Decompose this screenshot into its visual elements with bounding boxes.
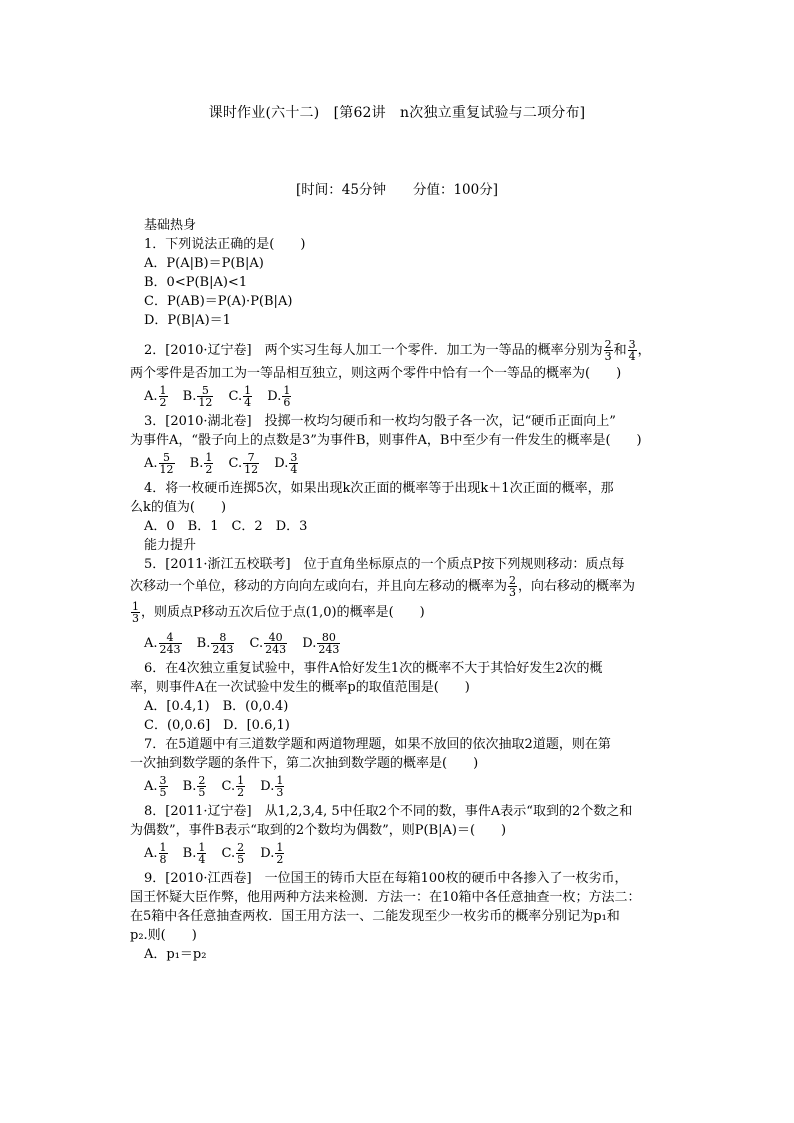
question-6 [130, 659, 684, 735]
option-c: C. $\frac{1}{4}$ [228, 384, 252, 409]
option-d: D. $\frac{80}{243}$ [302, 631, 340, 656]
option-a: A. $\frac{4}{243}$ [144, 631, 181, 656]
option-b: B．0<P(B|A)<1 [144, 275, 248, 290]
option-a: A．P(A|B)＝P(B|A) [144, 256, 264, 271]
question-7 [130, 735, 684, 799]
option-c: C. $\frac{1}{2}$ [221, 774, 245, 799]
question-stem-cont: 国王怀疑大臣作弊，他用两种方法来检测．方法一：在10箱中各任意抽查一枚；方法二： [130, 890, 641, 905]
option-a: A．p₁＝p₂ [144, 947, 207, 962]
question-2 [130, 338, 684, 409]
question-stem: 2．[2010·辽宁卷] 两个实习生每人加工一个零件．加工为一等品的概率分别为 $\frac{2}{3}$ 和 $\frac{3}{4}$ ， [144, 338, 651, 363]
option-b: B. $\frac{2}{5}$ [182, 774, 206, 799]
options [144, 632, 684, 655]
question-stem: 8．[2011·辽宁卷] 从1,2,3,4, 5中任取2个不同的数，事件A表示“取到的2个数之和 [144, 804, 633, 819]
question-stem: 3．[2010·湖北卷] 投掷一枚均匀硬币和一枚均匀骰子各一次，记“硬币正面向上” [144, 414, 616, 429]
question-5 [130, 555, 684, 656]
question-list [130, 216, 684, 964]
option-c: C. $\frac{7}{12}$ [228, 451, 259, 476]
question-stem-cont: 次移动一个单位，移动的方向向左或向右，并且向左移动的概率为 $\frac{2}{3}$ ，向右移动的概率为 [130, 574, 636, 599]
question-stem-cont: 在5箱中各任意抽查两枚．国王用方法一、二能发现至少一枚劣币的概率分别记为p₁和 [130, 909, 620, 924]
question-9 [130, 869, 684, 964]
section-heading-advanced: 能力提升 [144, 538, 197, 553]
option-b: B. $\frac{5}{12}$ [182, 384, 213, 409]
options [144, 775, 684, 798]
options-row-1: A．[0.4,1) B．(0,0.4) [144, 699, 289, 714]
option-d: D. $\frac{1}{3}$ [260, 774, 284, 799]
option-c: C．P(AB)＝P(A)·P(B|A) [144, 294, 293, 309]
question-stem: 5．[2011·浙江五校联考] 位于直角坐标原点的一个质点P按下列规则移动：质点每 [144, 557, 625, 572]
question-8 [130, 802, 684, 866]
option-a: A. $\frac{3}{5}$ [144, 774, 167, 799]
option-d: D. $\frac{1}{2}$ [260, 841, 284, 866]
question-stem-cont: 率，则事件A在一次试验中发生的概率p的取值范围是( ) [130, 680, 470, 695]
question-stem-cont: 么k的值为( ) [130, 500, 227, 515]
option-b: B. $\frac{1}{2}$ [189, 451, 213, 476]
options [144, 385, 684, 408]
page-title: 课时作业(六十二) [第62讲 n次独立重复试验与二项分布] [208, 105, 586, 121]
question-stem-cont: 两个零件是否加工为一等品相互独立，则这两个零件中恰有一个一等品的概率为( ) [130, 366, 622, 381]
option-c: C. $\frac{40}{243}$ [249, 631, 287, 656]
options [144, 452, 684, 475]
option-c: C. $\frac{2}{5}$ [221, 841, 245, 866]
question-3 [130, 412, 684, 476]
fraction: $\frac{1}{3}$ [132, 600, 139, 625]
question-stem: 4．将一枚硬币连掷5次，如果出现k次正面的概率等于出现k＋1次正面的概率，那 [144, 481, 614, 496]
options-row-2: C．(0,0.6] D．[0.6,1) [144, 718, 290, 733]
option-b: B. $\frac{8}{243}$ [196, 631, 234, 656]
question-stem-cont: $\frac{1}{3}$ ，则质点P移动五次后位于点(1,0)的概率是( ) [132, 600, 425, 625]
question-4 [130, 479, 684, 536]
options: A．0 B．1 C．2 D．3 [144, 519, 308, 534]
question-stem: 9．[2010·江西卷] 一位国王的铸币大臣在每箱100枚的硬币中各掺入了一枚劣币， [144, 871, 628, 886]
time-score-info: [时间：45分钟 分值：100分] [296, 182, 498, 198]
section-heading-basic: 基础热身 [144, 218, 197, 233]
option-a: A. $\frac{5}{12}$ [144, 451, 174, 476]
option-d: D．P(B|A)＝1 [144, 313, 231, 328]
options [144, 842, 684, 865]
fraction: $\frac{2}{3}$ [604, 338, 612, 363]
fraction: $\frac{2}{3}$ [509, 574, 517, 599]
question-stem-cont: 为事件A，“骰子向上的点数是3”为事件B，则事件A，B中至少有一件发生的概率是( ) [130, 433, 642, 448]
fraction: $\frac{3}{4}$ [628, 338, 636, 363]
option-a: A. $\frac{1}{8}$ [144, 841, 167, 866]
question-stem: 1．下列说法正确的是( ) [144, 237, 306, 252]
option-d: D. $\frac{3}{4}$ [274, 451, 298, 476]
question-1 [144, 235, 684, 330]
question-stem-cont: 为偶数”，事件B表示“取到的2个数均为偶数”，则P(B|A)＝( ) [130, 823, 507, 838]
question-stem: 6．在4次独立重复试验中，事件A恰好发生1次的概率不大于其恰好发生2次的概 [144, 661, 603, 676]
question-stem: 7．在5道题中有三道数学题和两道物理题，如果不放回的依次抽取2道题，则在第 [144, 737, 611, 752]
option-a: A. $\frac{1}{2}$ [144, 384, 167, 409]
question-stem-cont: p₂.则( ) [130, 928, 197, 943]
option-d: D. $\frac{1}{6}$ [267, 384, 291, 409]
question-stem-cont: 一次抽到数学题的条件下，第二次抽到数学题的概率是( ) [130, 756, 479, 771]
option-b: B. $\frac{1}{4}$ [182, 841, 206, 866]
